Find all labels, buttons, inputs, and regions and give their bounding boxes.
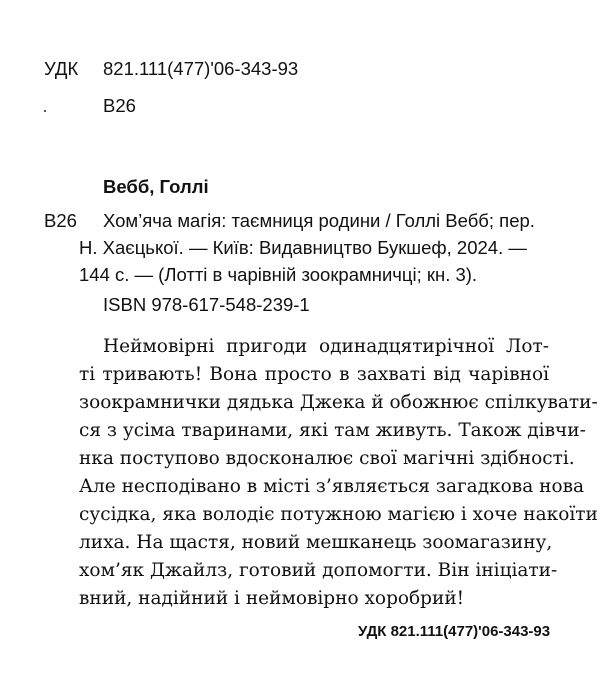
annotation-line: вний, надійний і неймовірно хоробрий! <box>79 588 465 609</box>
annotation-line: ся з усіма тваринами, які там живуть. Також дівчи- <box>79 420 586 441</box>
title-line-1: Хом’яча магія: таємниця родини / Голлі Вебб; пер. <box>103 210 535 231</box>
udk-label: УДК <box>44 58 79 79</box>
title-line-2: Н. Хаєцької. — Київ: Видавництво Букшеф, 2024. — <box>79 237 527 258</box>
isbn: ISBN 978-617-548-239-1 <box>103 294 310 315</box>
annotation-line: лиха. На щастя, новий мешканець зоомагазину, <box>79 532 553 553</box>
annotation-line: ті тривають! Вона просто в захваті від чарівної <box>79 364 549 385</box>
annotation-line: хом’як Джайлз, готовий допомогти. Він ініціати- <box>79 560 558 581</box>
annotation-line: Неймовірні пригоди одинадцятирічної Лот- <box>103 336 549 357</box>
annotation-line: зоокрамнички дядька Джека й обожнює спілкувати- <box>79 392 598 413</box>
udk-footer: УДК 821.111(477)'06-343-93 <box>358 623 551 640</box>
author-mark-header: В26 <box>103 95 136 116</box>
annotation-line: Але несподівано в місті з’являється загадкова нова <box>79 476 585 497</box>
title-line-3: 144 с. — (Лотті в чарівній зоокрамничці; кн. 3). <box>79 264 478 285</box>
author-mark-card: В26 <box>44 210 77 231</box>
stray-dot <box>44 110 46 112</box>
udk-code: 821.111(477)'06-343-93 <box>103 58 299 79</box>
author-heading: Вебб, Голлі <box>103 176 209 197</box>
annotation-line: сусідка, яка володіє потужною магією і хоче накоїти <box>79 504 598 525</box>
annotation-line: нка поступово вдосконалює свої магічні здібності. <box>79 448 575 469</box>
